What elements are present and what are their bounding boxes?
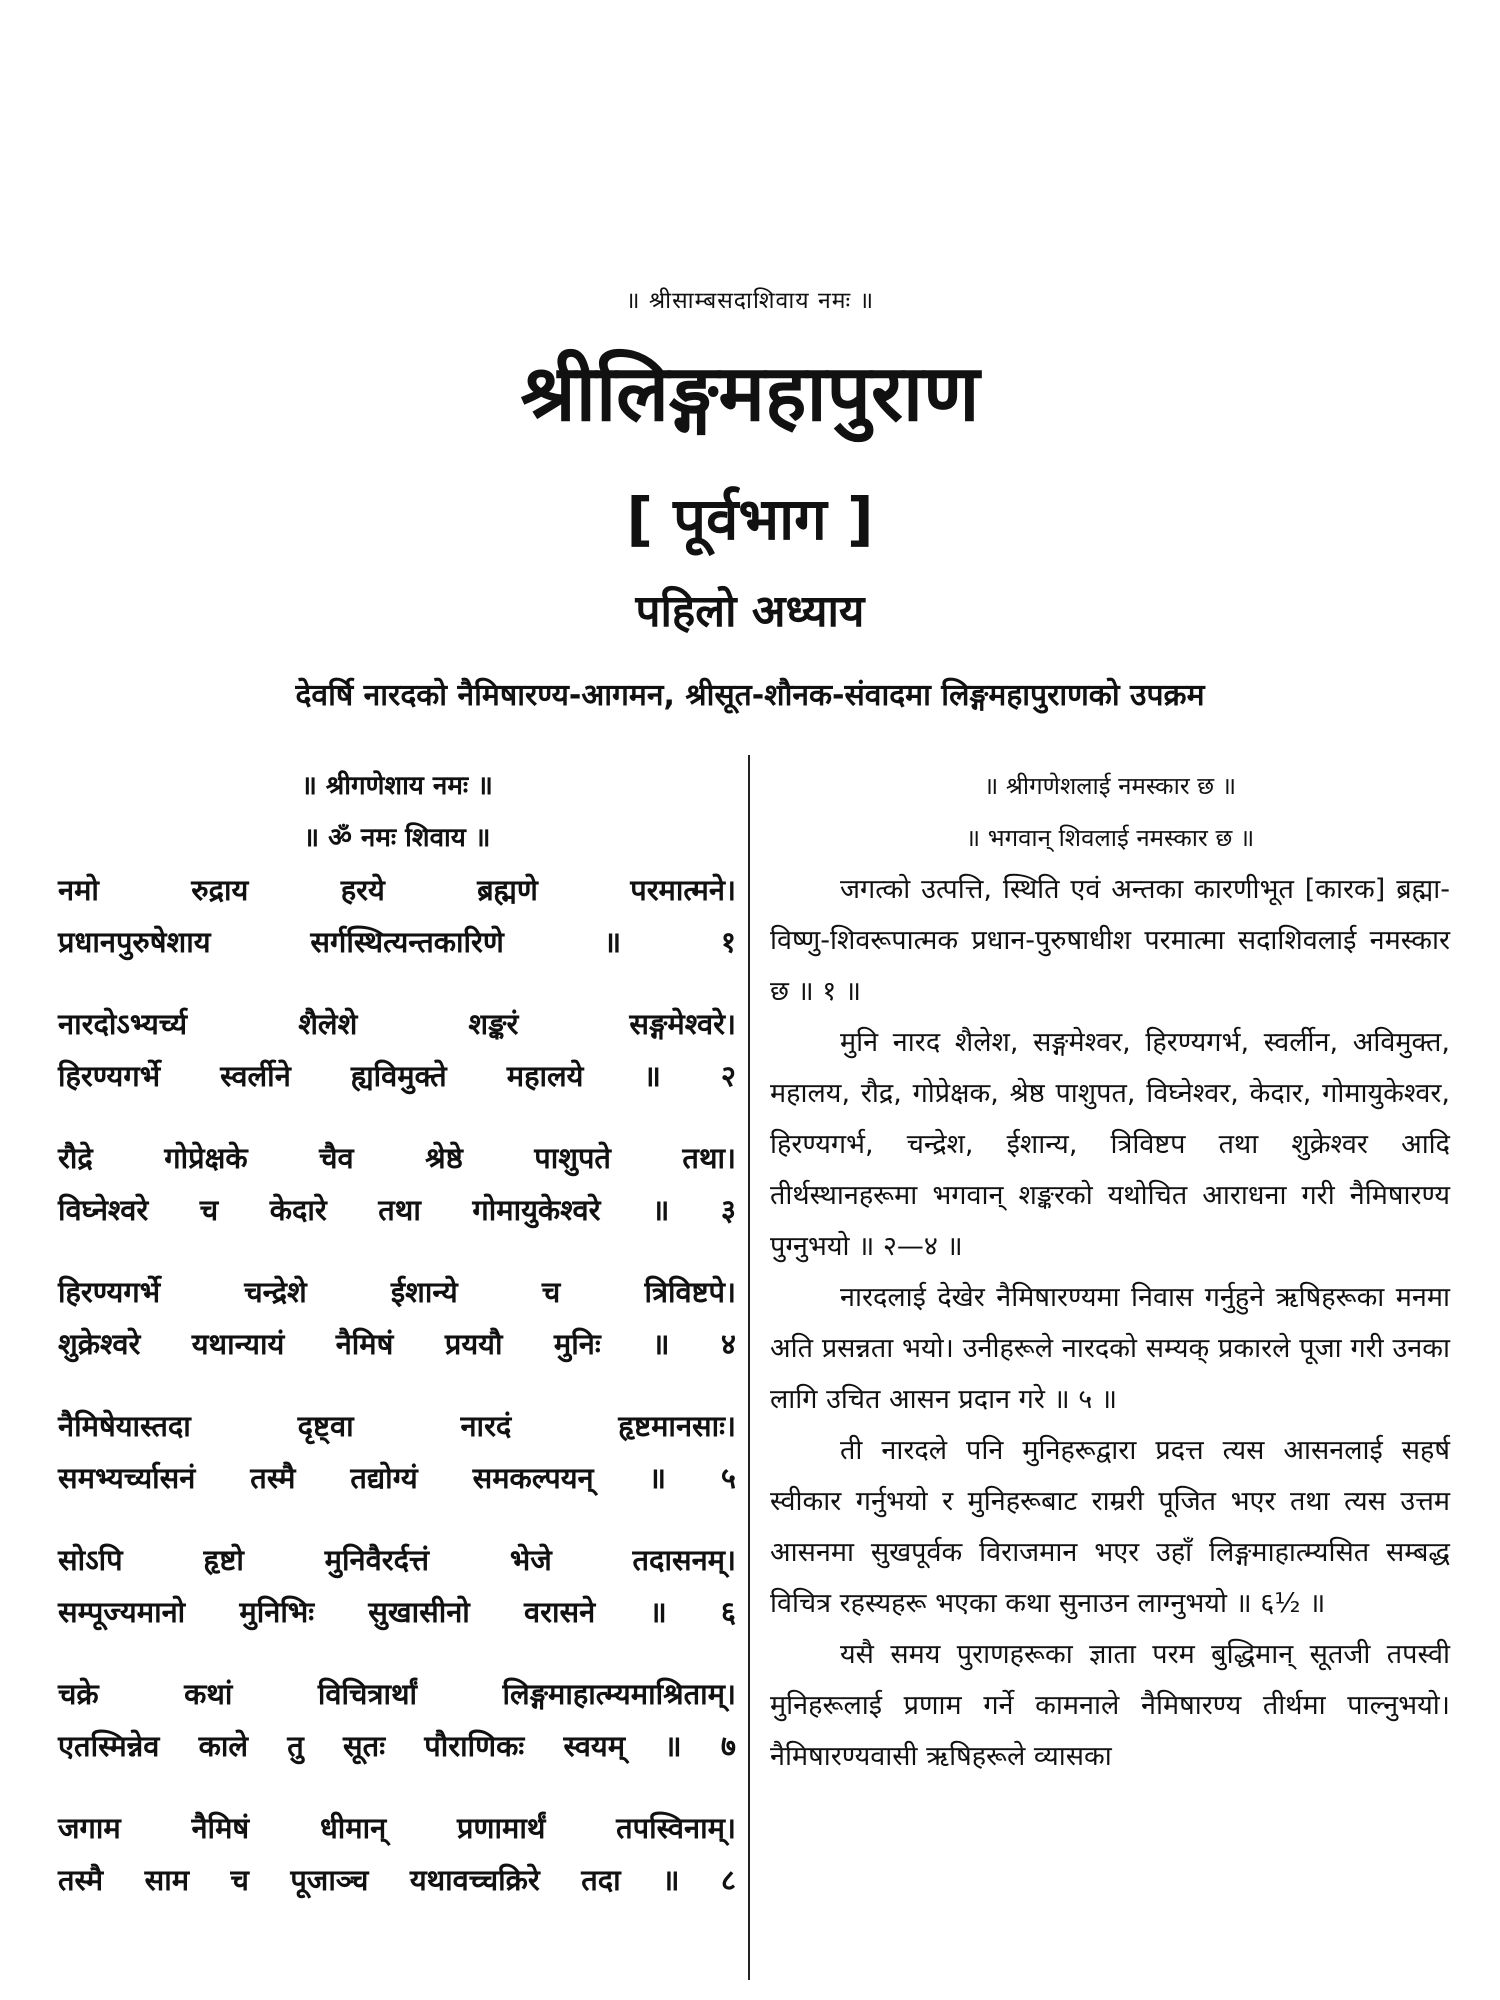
verse (58, 1534, 736, 1638)
verse (58, 1132, 736, 1236)
verse (58, 1668, 736, 1772)
verse-line: सम्पूज्यमानो मुनिभिः सुखासीनो वरासने ॥ ६ (58, 1595, 736, 1629)
translation-paragraph: यसै समय पुराणहरूका ज्ञाता परम बुद्धिमान् सूतजी तपस्वी मुनिहरूलाई प्रणाम गर्ने कामनाले नैमिषारण्य तीर्थमा पाल्नुभयो। नैमिषारण्यवासी ऋषिहरूले व्यासका (770, 1639, 1450, 1772)
verse-line: नैमिषेयास्तदा दृष्ट्वा नारदं हृष्टमानसाः। (58, 1409, 736, 1443)
translation-paragraph: जगत्को उत्पत्ति, स्थिति एवं अन्तका कारणीभूत [कारक] ब्रह्मा-विष्णु-शिवरूपात्मक प्रधान-पुरुषाधीश परमात्मा सदाशिवलाई नमस्कार छ ॥ १ ॥ (770, 874, 1450, 1007)
verse (58, 1400, 736, 1504)
verse-line: एतस्मिन्नेव काले तु सूतः पौराणिकः स्वयम् ॥ ७ (58, 1729, 736, 1763)
translation-paragraph: ती नारदले पनि मुनिहरूद्वारा प्रदत्त त्यस आसनलाई सहर्ष स्वीकार गर्नुभयो र मुनिहरूबाट राम्ररी पूजित भएर तथा त्यस उत्तम आसनमा सुखपूर्वक विराजमान भएर उहाँ लिङ्गमाहात्म्यसित सम्बद्ध विचित्र रहस्यहरू भएका कथा सुनाउन लाग्नुभयो ॥ ६½ ॥ (770, 1435, 1450, 1619)
verse (58, 1802, 736, 1906)
sanskrit-column (58, 760, 736, 1936)
left-header: ॥ ॐ नमः शिवाय ॥ (303, 823, 491, 853)
chapter-summary: देवर्षि नारदको नैमिषारण्य-आगमन, श्रीसूत-शौनक-संवादमा लिङ्गमहापुराणको उपक्रम (295, 678, 1205, 713)
verse-line: तस्मै साम च पूजाञ्च यथावच्चक्रिरे तदा ॥ ८ (58, 1863, 736, 1897)
verse-line: नमो रुद्राय हरये ब्रह्मणे परमात्मने। (58, 873, 736, 907)
invocation: ॥ श्रीसाम्बसदाशिवाय नमः ॥ (625, 288, 875, 314)
verse-line: जगाम नैमिषं धीमान् प्रणामार्थं तपस्विनाम्। (58, 1811, 736, 1845)
translation-paragraph: मुनि नारद शैलेश, सङ्गमेश्वर, हिरण्यगर्भ, स्वर्लीन, अविमुक्त, महालय, रौद्र, गोप्रेक्षक, श्रेष्ठ पाशुपत, विघ्नेश्वर, केदार, गोमायुकेश्वर, हिरण्यगर्भ, चन्द्रेश, ईशान्य, त्रिविष्टप तथा शुक्रेश्वर आदि तीर्थस्थानहरूमा भगवान् शङ्करको यथोचित आराधना गरी नैमिषारण्य पुग्नुभयो ॥ २—४ ॥ (770, 1027, 1450, 1262)
translation-text (770, 864, 1450, 1782)
left-header: ॥ श्रीगणेशाय नमः ॥ (301, 771, 493, 801)
verse-line: चक्रे कथां विचित्रार्थां लिङ्गमाहात्म्यमाश्रिताम्। (58, 1677, 736, 1711)
chapter-heading: पहिलो अध्याय (635, 586, 865, 637)
verse-line: हिरण्यगर्भे चन्द्रेशे ईशान्ये च त्रिविष्टपे। (58, 1275, 736, 1309)
verse-line: नारदोऽभ्यर्च्य शैलेशे शङ्करं सङ्गमेश्वरे। (58, 1007, 736, 1041)
verse-line: प्रधानपुरुषेशाय सर्गस्थित्यन्तकारिणे ॥ १ (58, 925, 736, 959)
verse-line: रौद्रे गोप्रेक्षके चैव श्रेष्ठे पाशुपते तथा। (58, 1141, 736, 1175)
right-header: ॥ भगवान् शिवलाई नमस्कार छ ॥ (965, 824, 1255, 852)
verse (58, 998, 736, 1102)
verse-line: समभ्यर्च्यासनं तस्मै तद्योग्यं समकल्पयन् ॥ ५ (58, 1461, 736, 1495)
part-heading: [ पूर्वभाग ] (626, 485, 874, 553)
page-title: श्रीलिङ्गमहापुराण (520, 349, 980, 439)
verse-line: सोऽपि हृष्टो मुनिवैरर्दत्तं भेजे तदासनम्। (58, 1543, 736, 1577)
verse-line: शुक्रेश्वरे यथान्यायं नैमिषं प्रययौ मुनिः ॥ ४ (58, 1327, 736, 1361)
verse-line: विघ्नेश्वरे च केदारे तथा गोमायुकेश्वरे ॥ ३ (58, 1193, 736, 1227)
verse (58, 1266, 736, 1370)
verse (58, 864, 736, 968)
translation-column (770, 760, 1450, 1782)
verse-line: हिरण्यगर्भे स्वर्लीने ह्यविमुक्ते महालये ॥ २ (58, 1059, 736, 1093)
column-divider (748, 755, 750, 1980)
translation-paragraph: नारदलाई देखेर नैमिषारण्यमा निवास गर्नुहुने ऋषिहरूका मनमा अति प्रसन्नता भयो। उनीहरूले नारदको सम्यक् प्रकारले पूजा गरी उनका लागि उचित आसन प्रदान गरे ॥ ५ ॥ (770, 1282, 1450, 1415)
right-header: ॥ श्रीगणेशलाई नमस्कार छ ॥ (983, 772, 1237, 800)
